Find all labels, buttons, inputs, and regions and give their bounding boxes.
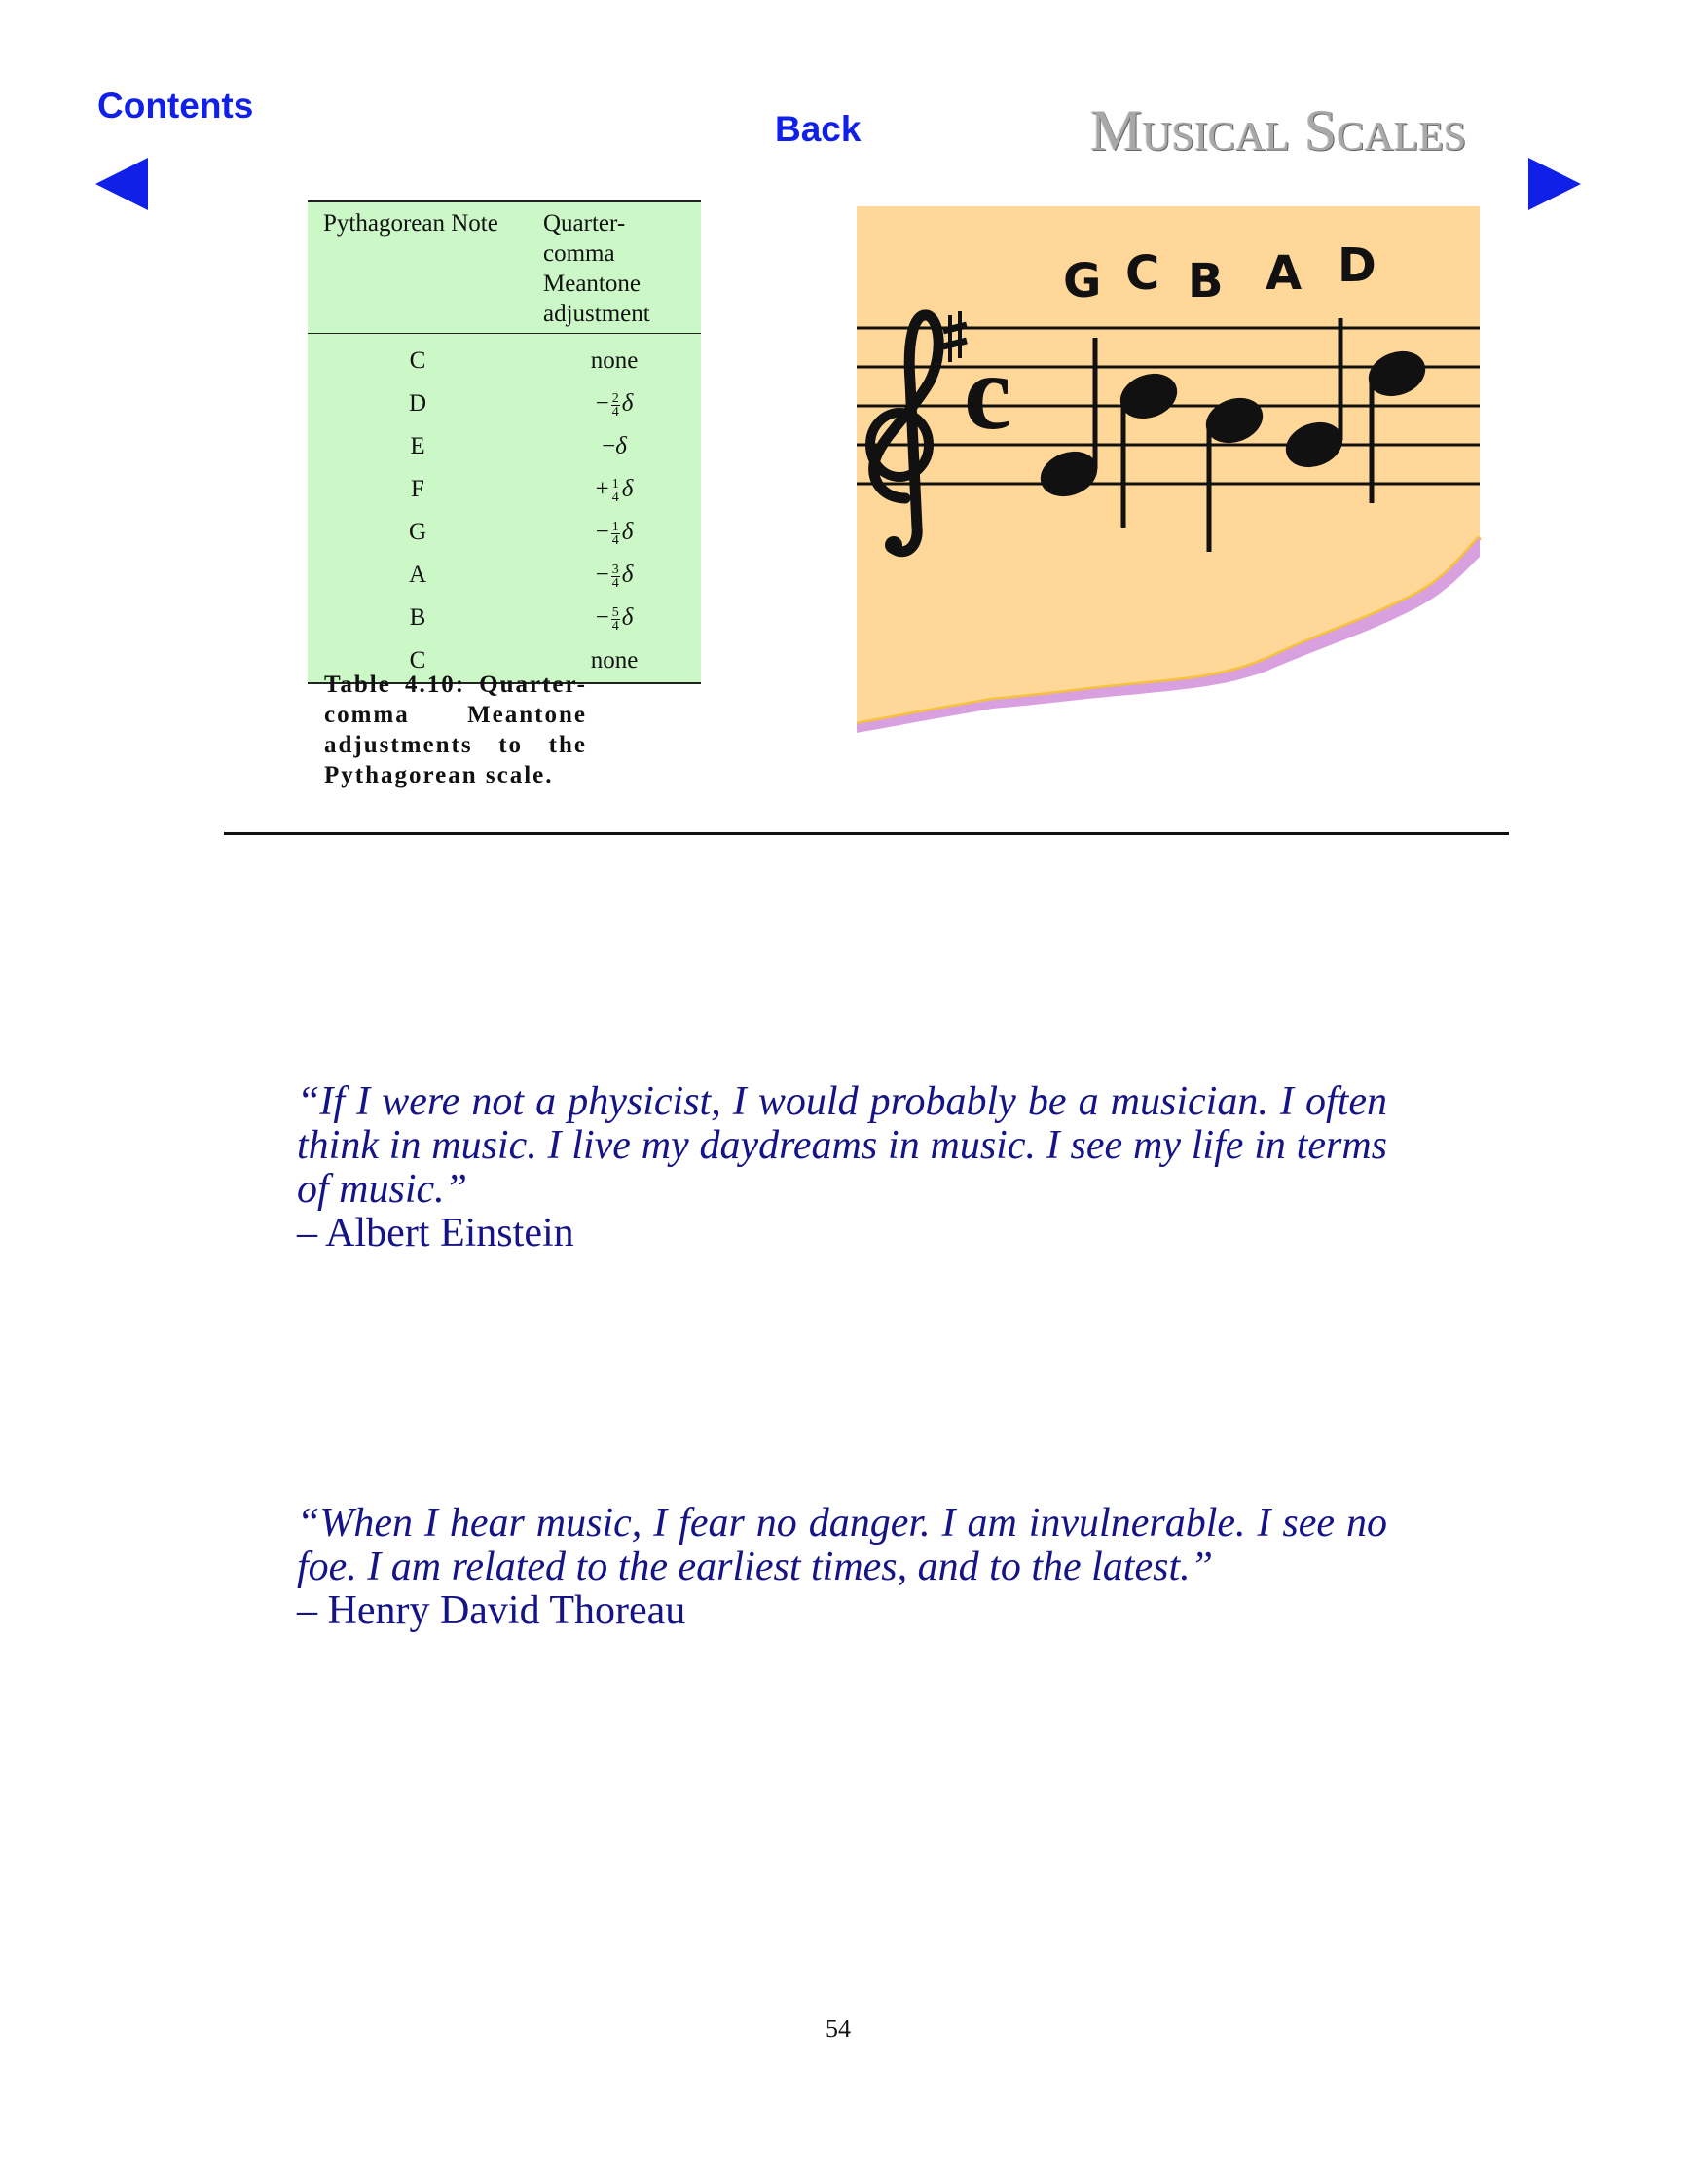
adjustment-cell: − $\frac{1}{4}$ δ xyxy=(595,519,634,548)
quote-thoreau xyxy=(297,1502,1387,1633)
note-label-g: G xyxy=(1063,254,1102,309)
header-pythagorean-note: Pythagorean Note xyxy=(308,202,528,334)
note-cell: A xyxy=(408,562,427,588)
note-cell: C xyxy=(409,647,426,673)
adjustment-cell: − $\frac{2}{4}$ δ xyxy=(595,390,634,419)
book-title: Musical Scales xyxy=(1090,98,1467,163)
table-row xyxy=(308,468,701,511)
table-row xyxy=(308,425,701,468)
back-link[interactable]: Back xyxy=(775,109,862,149)
quote-author: – Albert Einstein xyxy=(297,1211,574,1256)
quote-author: – Henry David Thoreau xyxy=(297,1588,686,1633)
note-cell: G xyxy=(408,519,427,545)
table-caption: Table 4.10: Quarter-comma Meantone adjustments to the Pythagorean scale. xyxy=(324,672,587,788)
note-cell: D xyxy=(408,390,427,417)
right-arrow-icon[interactable] xyxy=(1526,156,1583,212)
table-row xyxy=(308,554,701,597)
table-row xyxy=(308,511,701,554)
adjustment-table xyxy=(308,200,701,684)
adjustment-cell: − $\frac{5}{4}$ δ xyxy=(595,604,634,634)
contents-link[interactable]: Contents xyxy=(97,86,254,126)
adjustment-cell: none xyxy=(590,347,639,374)
left-arrow-icon[interactable] xyxy=(93,156,150,212)
note-cell: F xyxy=(411,476,424,502)
note-cell: E xyxy=(410,433,425,459)
section-divider xyxy=(224,832,1509,835)
table-row xyxy=(308,597,701,639)
adjustment-cell: − $\frac{3}{4}$ δ xyxy=(595,562,634,591)
note-label-d: D xyxy=(1338,238,1376,293)
note-label-b: B xyxy=(1188,254,1224,309)
page-number: 54 xyxy=(826,2015,851,2043)
note-cell: B xyxy=(409,604,426,631)
note-label-c: C xyxy=(1125,246,1160,301)
table-row xyxy=(308,382,701,425)
note-label-a: A xyxy=(1266,246,1303,301)
quote-einstein xyxy=(297,1080,1387,1256)
quote-text: “When I hear music, I fear no danger. I am invulnerable. I see no foe. I am related to the earliest times, and to the latest.” xyxy=(297,1501,1387,1589)
table-row xyxy=(308,334,701,383)
music-staff-figure xyxy=(857,206,1485,744)
common-time-icon: c xyxy=(964,333,1011,452)
quote-text: “If I were not a physicist, I would probably be a musician. I often think in music. I live my daydreams in music. I see my life in terms of music.” xyxy=(297,1079,1387,1212)
adjustment-cell: none xyxy=(590,647,639,673)
adjustment-cell: + $\frac{1}{4}$ δ xyxy=(595,476,634,505)
header-meantone-adjustment: Quarter-comma Meantone adjustment xyxy=(528,202,701,334)
adjustment-cell: −δ xyxy=(602,433,627,459)
note-cell: C xyxy=(409,347,426,374)
